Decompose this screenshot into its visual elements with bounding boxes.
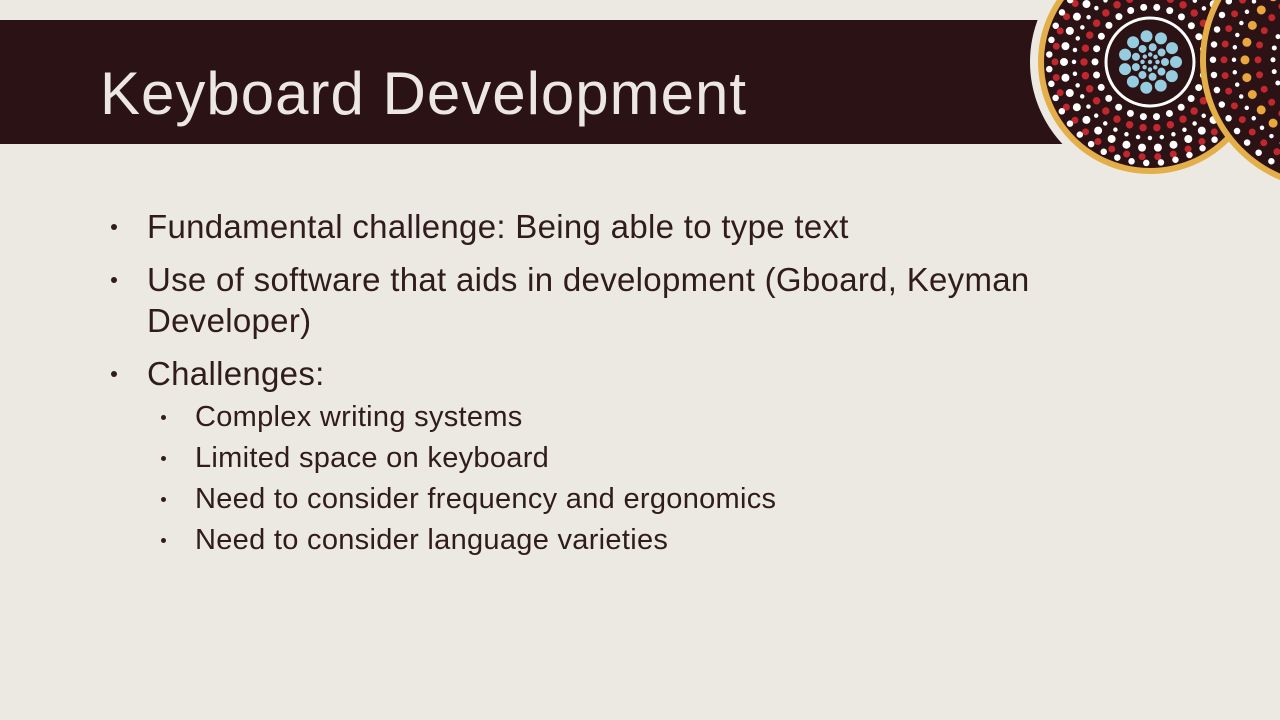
bullet-dot-icon	[111, 277, 117, 283]
sub-bullet-list	[147, 397, 1060, 561]
bullet-text: Complex writing systems	[195, 401, 523, 433]
page-title: Keyboard Development	[100, 60, 748, 127]
bullet-text: Use of software that aids in development (Gboard, Keyman Developer)	[147, 261, 1030, 339]
bullet-dot-icon	[161, 456, 166, 461]
list-item	[0, 259, 1060, 341]
dot-art-decoration-icon	[1010, 0, 1280, 235]
bullet-dot-icon	[161, 497, 166, 502]
bullet-text: Need to consider frequency and ergonomics	[195, 483, 777, 515]
bullet-list	[0, 206, 1060, 561]
list-item	[147, 438, 1060, 479]
list-item	[147, 479, 1060, 520]
bullet-dot-icon	[111, 224, 117, 230]
bullet-text: Challenges:	[147, 355, 325, 392]
bullet-text: Need to consider language varieties	[195, 524, 669, 556]
bullet-dot-icon	[161, 415, 166, 420]
bullet-text: Limited space on keyboard	[195, 442, 550, 474]
list-item	[147, 397, 1060, 438]
list-item	[0, 206, 1060, 247]
slide-body	[0, 206, 1060, 561]
list-item	[0, 353, 1060, 561]
bullet-text: Fundamental challenge: Being able to type text	[147, 208, 849, 245]
list-item	[147, 520, 1060, 561]
bullet-dot-icon	[111, 371, 117, 377]
bullet-dot-icon	[161, 538, 166, 543]
